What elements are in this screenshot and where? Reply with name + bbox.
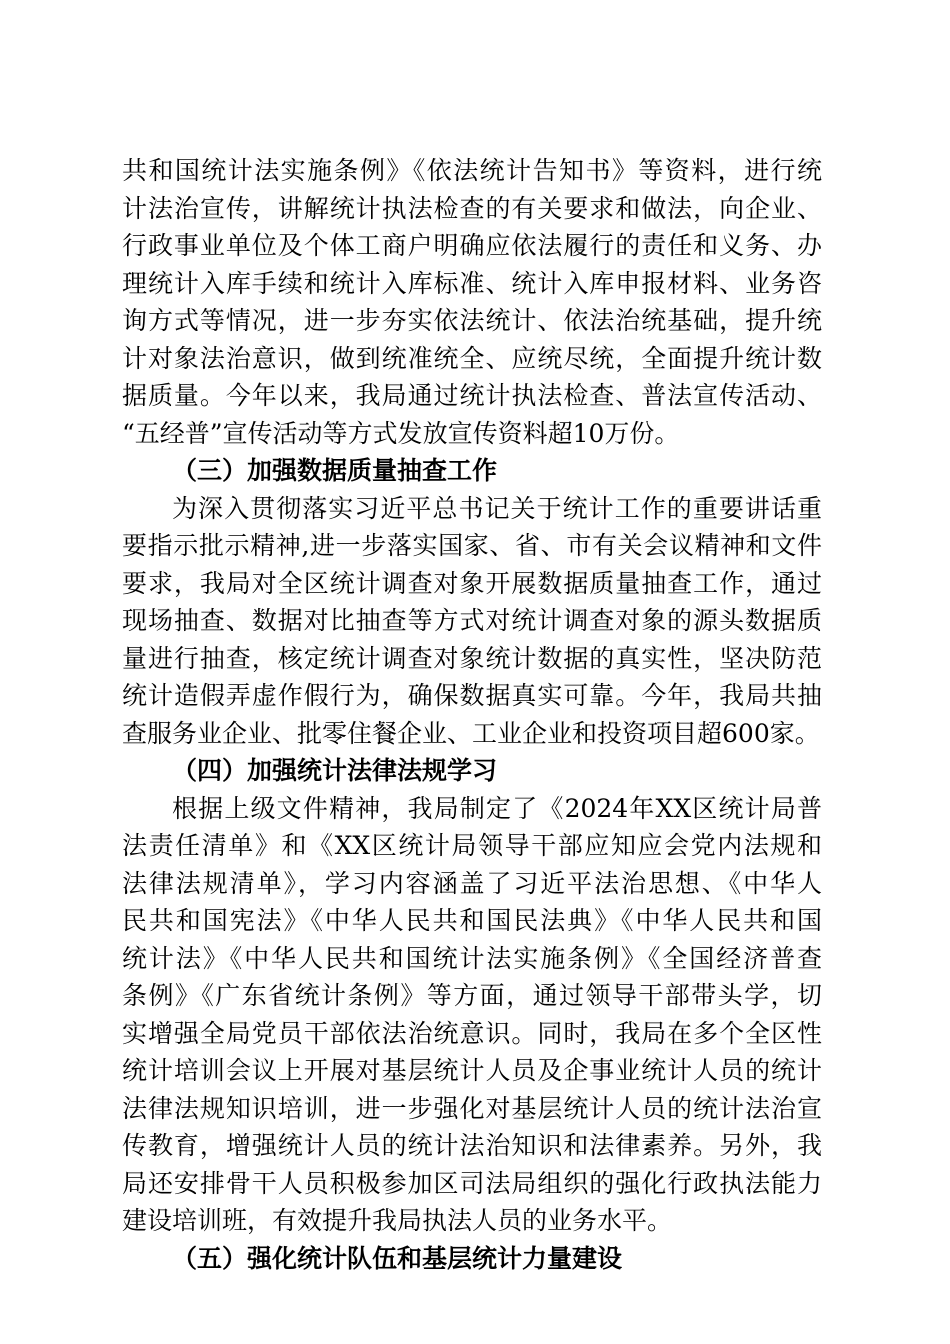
text-line: 询方式等情况，进一步夯实依法统计、依法治统基础，提升统 [122, 306, 822, 335]
text-line: 为深入贯彻落实习近平总书记关于统计工作的重要讲话重 [172, 493, 822, 523]
section-heading-3: （三）加强数据质量抽查工作 [172, 456, 498, 485]
text-line: 民共和国宪法》《中华人民共和国民法典》《中华人民共和国 [122, 906, 822, 935]
text-line: 法责任清单》和《XX区统计局领导干部应知应会党内法规和 [122, 831, 822, 860]
text-line: 统计造假弄虚作假行为，确保数据真实可靠。今年，我局共抽 [122, 681, 822, 710]
text-line: 法律法规清单》，学习内容涵盖了习近平法治思想、《中华人 [122, 868, 822, 898]
text-line: 条例》《广东省统计条例》等方面，通过领导干部带头学，切 [122, 981, 822, 1010]
text-line: 要指示批示精神,进一步落实国家、省、市有关会议精神和文件 [122, 531, 822, 560]
text-line: 计法治宣传，讲解统计执法检查的有关要求和做法，向企业、 [122, 193, 822, 223]
text-line: 据质量。今年以来，我局通过统计执法检查、普法宣传活动、 [122, 381, 822, 410]
section-heading-4: （四）加强统计法律法规学习 [172, 756, 498, 785]
text-line: 现场抽查、数据对比抽查等方式对统计调查对象的源头数据质 [122, 606, 822, 635]
text-line: 行政事业单位及个体工商户明确应依法履行的责任和义务、办 [122, 231, 822, 260]
paragraph-law-study [122, 790, 822, 1240]
text-line: 统计法》《中华人民共和国统计法实施条例》《全国经济普查 [122, 943, 822, 973]
document-body [122, 152, 822, 1277]
text-line: 计对象法治意识，做到统准统全、应统尽统，全面提升统计数 [122, 343, 822, 373]
text-line: 传教育，增强统计人员的统计法治知识和法律素养。另外，我 [122, 1131, 822, 1160]
text-line: 共和国统计法实施条例》《依法统计告知书》等资料，进行统 [122, 156, 822, 185]
text-line: 查服务业企业、批零住餐企业、工业企业和投资项目超600家。 [122, 718, 820, 748]
text-line: 实增强全局党员干部依法治统意识。同时，我局在多个全区性 [122, 1018, 822, 1048]
text-line: 要求，我局对全区统计调查对象开展数据质量抽查工作，通过 [122, 568, 822, 598]
paragraph-data-quality [122, 490, 822, 753]
text-line: 法律法规知识培训，进一步强化对基层统计人员的统计法治宣 [122, 1093, 822, 1123]
text-line: 局还安排骨干人员积极参加区司法局组织的强化行政执法能力 [122, 1168, 822, 1198]
text-line: 根据上级文件精神，我局制定了《2024年XX区统计局普 [172, 793, 822, 823]
paragraph-continued [122, 152, 822, 452]
text-line: 量进行抽查，核定统计调查对象统计数据的真实性，坚决防范 [122, 643, 822, 673]
text-line: 统计培训会议上开展对基层统计人员及企事业统计人员的统计 [122, 1056, 822, 1085]
text-line: 建设培训班，有效提升我局执法人员的业务水平。 [122, 1206, 673, 1235]
text-line: “五经普”宣传活动等方式发放宣传资料超10万份。 [122, 418, 680, 448]
section-heading-5: （五）强化统计队伍和基层统计力量建设 [172, 1243, 623, 1273]
text-line: 理统计入库手续和统计入库标准、统计入库申报材料、业务咨 [122, 268, 822, 298]
